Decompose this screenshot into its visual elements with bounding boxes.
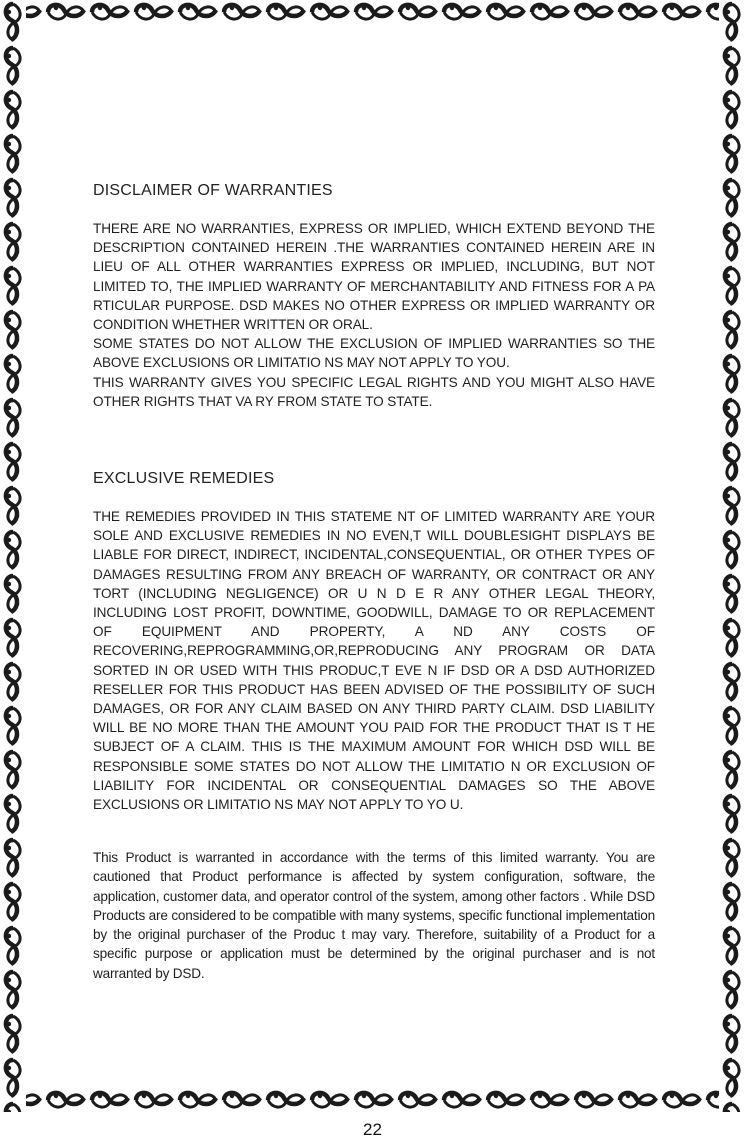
document-body xyxy=(93,181,655,983)
section-title-disclaimer: DISCLAIMER OF WARRANTIES xyxy=(93,182,333,199)
disclaimer-paragraph: THIS WARRANTY GIVES YOU SPECIFIC LEGAL RIGHTS AND YOU MIGHT ALSO HAVE OTHER RIGHTS THAT VA RY FROM STATE TO STATE. xyxy=(93,374,655,409)
section-title-exclusive-remedies: EXCLUSIVE REMEDIES xyxy=(93,470,275,488)
disclaimer-paragraph: SOME STATES DO NOT ALLOW THE EXCLUSION OF IMPLIED WARRANTIES SO THE ABOVE EXCLUSIONS OR LIMITATIO NS MAY NOT APPLY TO YOU. xyxy=(93,336,655,371)
bottom-border-pattern xyxy=(0,1088,745,1112)
right-border-pattern xyxy=(719,0,745,1112)
top-border-pattern xyxy=(0,0,745,24)
left-border-pattern xyxy=(0,0,26,1112)
warranty-notice: This Product is warranted in accordance with the terms of this limited warranty. You are cautioned that Product performance is affected by system configuration, software, the application, customer data, and operator control of the system, among other factors . While DSD Products are considered to be compatible with many systems, specific functional implementation by the original purchaser of the Produc t may vary. Therefore, suitability of a Product for a specific purpose or application must be determined by the original purchaser and is not warranted by DSD. xyxy=(93,850,655,981)
remedies-text xyxy=(93,507,655,814)
page-number: 22 xyxy=(363,1120,382,1139)
disclaimer-text xyxy=(93,219,655,411)
disclaimer-paragraph: THERE ARE NO WARRANTIES, EXPRESS OR IMPLIED, WHICH EXTEND BEYOND THE DESCRIPTION CONTAINED HEREIN .THE WARRANTIES CONTAINED HEREIN ARE IN LIEU OF ALL OTHER WARRANTIES EXPRESS OR IMPLIED, INCLUDING, BUT NOT LIMITED TO, THE IMPLIED WARRANTY OF MERCHANTABILITY AND FITNESS FOR A PA RTICULAR PURPOSE. DSD MAKES NO OTHER EXPRESS OR IMPLIED WARRANTY OR CONDITION WHETHER WRITTEN OR ORAL. xyxy=(93,221,655,333)
remedies-paragraph: THE REMEDIES PROVIDED IN THIS STATEME NT OF LIMITED WARRANTY ARE YOUR SOLE AND EXCLUSIVE REMEDIES IN NO EVEN,T WILL DOUBLESIGHT DISPLAYS BE LIABLE FOR DIRECT, INDIRECT, INCIDENTAL,CONSEQUENTIAL, OR OTHER TYPES OF DAMAGES RESULTING FROM ANY BREACH OF WARRANTY, OR CONTRACT OR ANY TORT (INCLUDING NEGLIGENCE) OR U N D E R ANY OTHER LEGAL THEORY, INCLUDING LOST PROFIT, DOWNTIME, GOODWILL, DAMAGE TO OR REPLACEMENT OF EQUIPMENT AND PROPERTY, A ND ANY COSTS OF RECOVERING,REPROGRAMMING,OR,REPRODUCING ANY PROGRAM OR DATA SORTED IN OR USED WITH THIS PRODUC,T EVE N IF DSD OR A DSD AUTHORIZED RESELLER FOR THIS PRODUCT HAS BEEN ADVISED OF THE POSSIBILITY OF SUCH DAMAGES, OR FOR ANY CLAIM BASED ON ANY THIRD PARTY CLAIM. DSD LIABILITY WILL BE NO MORE THAN THE AMOUNT YOU PAID FOR THE PRODUCT THAT IS T HE SUBJECT OF A CLAIM. THIS IS THE MAXIMUM AMOUNT FOR WHICH DSD WILL BE RESPONSIBLE SOME STATES DO NOT ALLOW THE LIMITATIO N OR EXCLUSION OF LIABILITY FOR INCIDENTAL OR CONSEQUENTIAL DAMAGES SO THE ABOVE EXCLUSIONS OR LIMITATIO NS MAY NOT APPLY TO YO U. xyxy=(93,509,655,813)
